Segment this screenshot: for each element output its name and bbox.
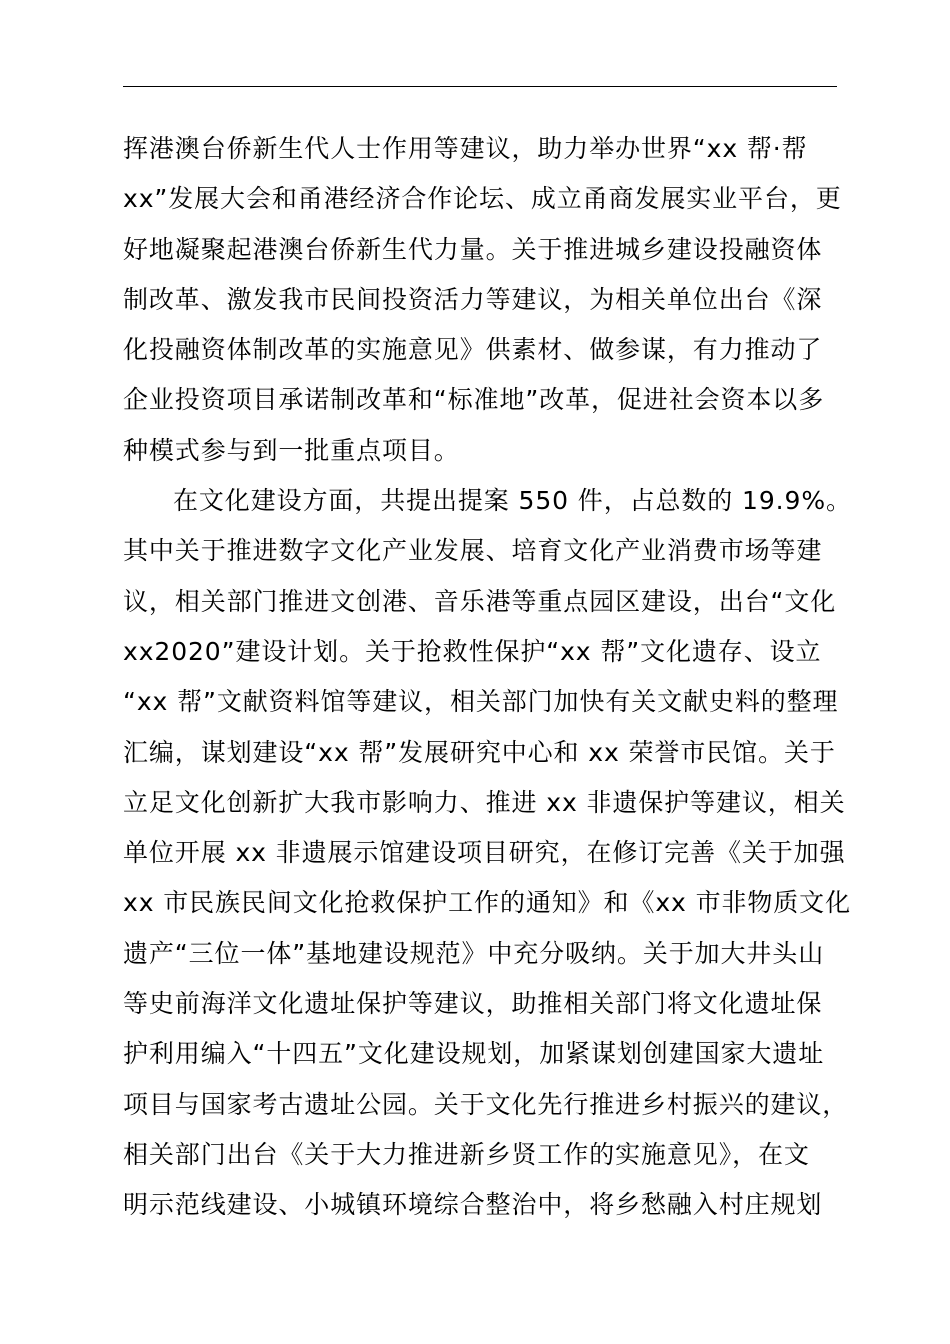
text-line: 明示范线建设、小城镇环境综合整治中，将乡愁融入村庄规划 (123, 1190, 823, 1220)
text-line: 等史前海洋文化遗址保护等建议，助推相关部门将文化遗址保 (123, 989, 823, 1019)
text-line: 其中关于推进数字文化产业发展、培育文化产业消费市场等建 (123, 536, 823, 566)
text-line: 种模式参与到一批重点项目。 (123, 435, 460, 465)
document-body (123, 124, 863, 1231)
text-line: 项目与国家考古遗址公园。关于文化先行推进乡村振兴的建议， (123, 1089, 849, 1119)
text-line: 制改革、激发我市民间投资活力等建议，为相关单位出台《深 (123, 284, 823, 314)
text-line: xx2020”建设计划。关于抢救性保护“xx 帮”文化遗存、设立 (123, 636, 822, 666)
paragraph-start-line: 在文化建设方面，共提出提案 550 件，占总数的 19.9%。 (173, 486, 852, 516)
text-line: xx 市民族民间文化抢救保护工作的通知》和《xx 市非物质文化 (123, 888, 851, 918)
text-line: 好地凝聚起港澳台侨新生代力量。关于推进城乡建设投融资体 (123, 234, 823, 264)
text-line: 遗产“三位一体”基地建设规范》中充分吸纳。关于加大井头山 (123, 938, 825, 968)
text-line: 护利用编入“十四五”文化建设规划，加紧谋划创建国家大遗址 (123, 1039, 825, 1069)
text-line: 企业投资项目承诺制改革和“标准地”改革，促进社会资本以多 (123, 385, 825, 415)
text-line: 立足文化创新扩大我市影响力、推进 xx 非遗保护等建议，相关 (123, 787, 846, 817)
text-line: 相关部门出台《关于大力推进新乡贤工作的实施意见》，在文 (123, 1139, 810, 1169)
text-line: 化投融资体制改革的实施意见》供素材、做参谋，有力推动了 (123, 335, 823, 365)
text-line: xx”发展大会和甬港经济合作论坛、成立甬商发展实业平台，更 (123, 184, 842, 214)
text-line: 挥港澳台侨新生代人士作用等建议，助力举办世界“xx 帮·帮 (123, 134, 808, 163)
text-line: 议，相关部门推进文创港、音乐港等重点园区建设，出台“文化 (123, 586, 837, 616)
text-line: “xx 帮”文献资料馆等建议，相关部门加快有关文献史料的整理 (123, 687, 839, 717)
text-line: 单位开展 xx 非遗展示馆建设项目研究，在修订完善《关于加强 (123, 838, 846, 868)
header-divider (123, 86, 837, 87)
text-line: 汇编，谋划建设“xx 帮”发展研究中心和 xx 荣誉市民馆。关于 (123, 737, 836, 767)
